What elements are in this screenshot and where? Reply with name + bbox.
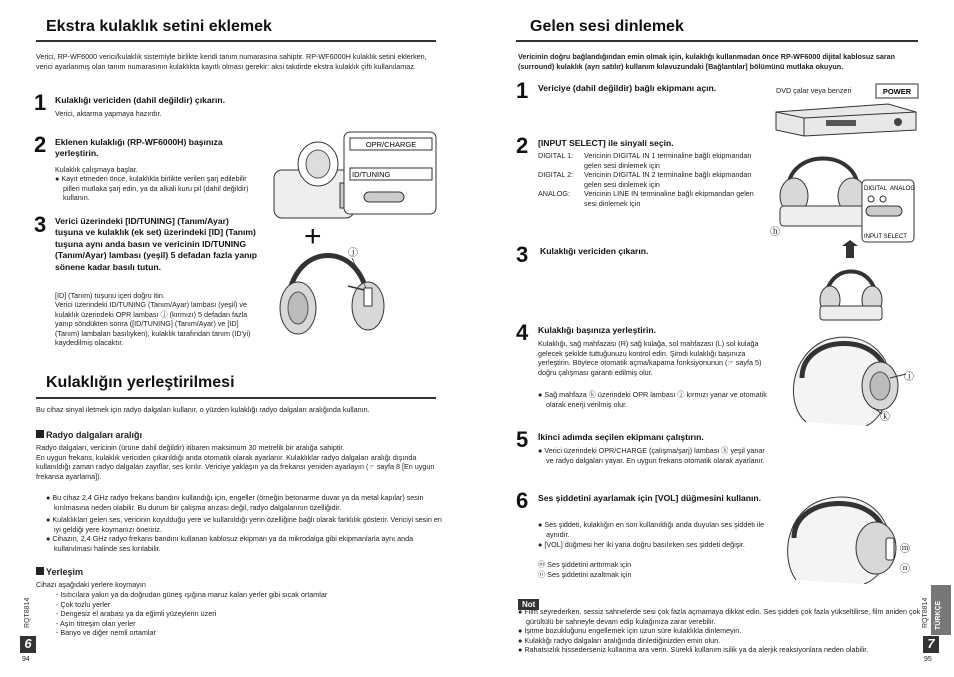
right-page-code: RQT8814	[922, 597, 929, 628]
right-step3-number: 3	[516, 242, 529, 267]
radio-bullet-1: ● Bu cihaz 2,4 GHz radyo frekans bandını kullandığı için, engeller (örneğin betonarme duvar ya da metal kapılar) sesin kırılmasına neden olabilir. Bu durum bir çalışma arızası değil, radyo dalgalarının özelliğidir.	[46, 493, 424, 512]
right-step5-title: İkinci adımda seçilen ekipmanı çalıştırın.	[538, 432, 704, 442]
transmitter-headphone-illustration	[268, 128, 440, 342]
right-step6-title: Ses şiddetini ayarlamak için [VOL] düğmesini kullanın.	[538, 493, 762, 503]
vol-button-icon	[886, 538, 894, 560]
list-item: ● İşitme bozukluğunu engellemek için uzun süre kulaklıkla dinlemeyin.	[518, 626, 742, 636]
remove-headphone-illustration	[812, 240, 892, 322]
svg-text:+: +	[304, 220, 322, 253]
right-step3-title: Kulaklığı vericiden çıkarın.	[540, 246, 649, 256]
right-step4-number: 4	[516, 320, 529, 345]
left-step2-sub1: Kulaklık çalışmaya başlar.	[55, 165, 138, 174]
left-step2-sub2: ● Kayıt etmeden önce, kulaklıkla birlikte verilen şarj edilebilir pilleri mutlaka şarj edin, ya da alkali kuru pil (dahil değildir) kullanın.	[55, 174, 249, 203]
left-title-rule	[36, 40, 436, 42]
volume-down-note: ⓝ Ses şiddetini azaltmak için	[538, 570, 632, 579]
left-step3-title: Verici üzerindeki [ID/TUNING] (Tanım/Ayar) tuşuna ve kulaklık (ek set) üzerindeki [ID] (Tanım) tuşuna aynı anda basın ve vericinin ID/TUNING (Tanım/Ayar) lambası (yeşil) 5 defadan fazla yanıp sönene kadar basılı tutun.	[55, 216, 258, 272]
input-select-switch	[866, 206, 902, 216]
note-list	[518, 607, 922, 655]
radio-bullet-2: ● Kulaklıkları gelen ses, vericinin koyulduğu yere ve kullanıldığı yerin özelliğine bağlı olarak farklılık gösterir. Vericiyi sesin en iyi geldiği yere koymanızı öneririz.	[46, 515, 442, 534]
square-bullet-icon	[36, 430, 44, 438]
input-select-definitions	[538, 151, 760, 209]
list-item: ● Kulaklığı radyo dalgaları aralığında dinlediğinizden emin olun.	[518, 635, 721, 645]
definition-key: ANALOG:	[538, 189, 570, 199]
language-tab-label: TÜRKÇE	[935, 600, 942, 630]
up-arrow-icon	[842, 240, 858, 258]
left-step1-number: 1	[34, 90, 47, 115]
list-item: ● Film seyrederken, sessiz sahnelerde sesi çok fazla açmamaya dikkat edin. Ses şiddeti çok fazla yükseltilirse, film aniden çok gürültülü bir sahneyle devam edip kulağınıza zarar verebilir.	[518, 607, 921, 626]
left-footer-number: 94	[22, 656, 30, 663]
power-button-icon	[894, 118, 902, 126]
right-step5-bullet: ● Verici üzerindeki OPR/CHARGE (çalışma/şarj) lambası ⓗ yeşil yanar ve radyo dalgaları yayar. En uygun frekans otomatik olarak ayarlanır.	[538, 446, 765, 465]
radio-bullet-3: ● Cihazın, 2,4 GHz radyo frekans bandını kullanan kablosuz ekipman ya da mikrodalga gibi ekipmanlarla aynı anda kullanılması halinde ses kırılabilir.	[46, 534, 414, 553]
dvd-label: DVD çalar veya benzeri	[776, 86, 852, 95]
right-step6-number: 6	[516, 488, 529, 513]
left-step3-sub2: Verici üzerindeki ID/TUNING (Tanım/Ayar) lambası (yeşil) ve kulaklık üzerindeki OPR lambası ⓙ (kırmızı) 5 defadan fazla yanıp söndükten sonra ([ID/TUNING] (Tanım/Ayar) ve [ID] (Tanım) lambaları basılıyken), kulaklık tarafından tanım (ID'yi) kaydedilmiş olacaktır.	[55, 300, 251, 348]
placement-paragraph: Cihazı aşağıdaki yerlere koymayın	[36, 580, 146, 589]
placement-heading-text: Yerleşim	[46, 567, 84, 577]
callout-k-marker: ⓚ	[880, 412, 890, 423]
list-item: - Çok tozlu yerler	[56, 599, 111, 609]
right-step5-number: 5	[516, 427, 529, 452]
right-page-number: 7	[923, 636, 939, 653]
left-step2-number: 2	[34, 132, 47, 157]
radio-heading	[36, 430, 142, 440]
left-title: Ekstra kulaklık setini eklemek	[46, 18, 272, 35]
right-step2-number: 2	[516, 133, 529, 158]
left-page-code: RQT8814	[24, 597, 31, 628]
right-step4-title: Kulaklığı başınıza yerleştirin.	[538, 325, 656, 335]
left-step1-title: Kulaklığı vericiden (dahil değildir) çıkarın.	[55, 95, 226, 105]
left-step2-title: Eklenen kulaklığı (RP-WF6000H) başınıza yerleştirin.	[55, 137, 223, 159]
right-step4-paragraph: Kulaklığı, sağ mahfazası (R) sağ kulağa, sol mahfazası (L) sol kulağa gelecek şekilde tuttuğunuzu kontrol edin. Şimdi kulaklığı başınıza yerleştirin. Böylece otomatik açma/kapama fonksiyonunun (☞ sayfa 5) doğru çalışması garanti edilmiş olur.	[538, 339, 762, 377]
right-title: Gelen sesi dinlemek	[530, 18, 684, 35]
definition-row	[538, 151, 760, 170]
right-step4-bullet: ● Sağ mahfaza ⓚ üzerindeki OPR lambası ⓙ kırmızı yanar ve otomatik olarak enerji verilmiş olur.	[538, 390, 767, 409]
list-item: - Aşırı titreşim olan yerler	[56, 618, 136, 628]
right-step1-number: 1	[516, 78, 529, 103]
definition-key: DIGITAL 1:	[538, 151, 574, 160]
left-page-number: 6	[20, 636, 36, 653]
input-select-illustration	[766, 140, 918, 244]
head-headphone-illustration	[766, 326, 918, 426]
list-item: - Banyo ve diğer nemli ortamlar	[56, 628, 156, 638]
right-step6-bullet2: ● [VOL] düğmesi her iki yana doğru basılırken ses şiddeti değişir.	[538, 540, 745, 549]
left-intro2: Bu cihaz sinyal iletmek için radyo dalgaları kullanır, o yüzden kulaklığı radyo dalgaları aralığında kullanın.	[36, 405, 370, 414]
list-item: - Dengesiz el arabası ya da eğimli yüzeylerin üzeri	[56, 609, 217, 619]
digital-label: DIGITAL	[864, 186, 887, 192]
opr-charge-label: OPR/CHARGE	[365, 140, 417, 149]
right-footer-number: 95	[924, 656, 932, 663]
definition-key: DIGITAL 2:	[538, 170, 574, 180]
definition-row	[538, 189, 760, 208]
definition-value: Vericinin DIGITAL IN 1 terminaline bağlı ekipmandan gelen sesi dinlemek için	[584, 151, 752, 170]
left-step3-sub1: [ID] (Tanım) tuşunu içeri doğru itin.	[55, 291, 165, 300]
right-step2-title: [INPUT SELECT] ile sinyali seçin.	[538, 138, 674, 148]
definition-value: Vericinin LINE IN terminaline bağlı ekipmandan gelen sesi dinlemek için	[584, 189, 754, 208]
left-title2-rule	[36, 397, 436, 399]
definition-row	[538, 170, 760, 189]
left-intro: Verici, RP-WF6000 verici/kulaklık sistemiyle birlikte kendi tanım numarasına sahiptir. RP-WF6000H kulaklık setini eklerken, verici ayarlanmış olan tanım numarasının kulaklıkta kayıtlı olması gerekir: aksi takdirde ekstra kulaklık çifti kullanılamaz.	[36, 52, 427, 71]
radio-heading-text: Radyo dalgaları aralığı	[46, 430, 143, 440]
volume-up-note: ⓜ Ses şiddetini arttırmak için	[538, 560, 632, 569]
right-step6-bullet1: ● Ses şiddeti, kulaklığın en son kullanıldığı anda duyulan ses şiddeti ile aynıdır.	[538, 520, 765, 539]
placement-list	[56, 590, 436, 638]
id-tuning-label: ID/TUNING	[352, 170, 391, 179]
volume-illustration	[766, 488, 918, 584]
left-step3-number: 3	[34, 212, 47, 237]
analog-label: ANALOG	[890, 186, 916, 192]
callout-n-marker: ⓝ	[900, 564, 910, 575]
callout-h-marker: ⓗ	[770, 227, 780, 238]
callout-j-marker: ⓙ	[904, 372, 914, 383]
callout-j-marker: ⓙ	[348, 248, 358, 259]
power-label: POWER	[882, 87, 912, 96]
input-select-label: INPUT SELECT	[864, 234, 907, 240]
square-bullet-icon	[36, 567, 44, 575]
placement-heading	[36, 567, 83, 577]
note-badge-label: Not	[518, 599, 539, 610]
right-step1-title: Vericiye (dahil değildir) bağlı ekipmanı açın.	[538, 83, 717, 93]
callout-m-marker: ⓜ	[900, 544, 910, 555]
right-title-rule	[516, 40, 918, 42]
left-step1-sub: Verici, aktarma yapmaya hazırdır.	[55, 109, 162, 118]
left-title2: Kulaklığın yerleştirilmesi	[46, 374, 235, 391]
radio-paragraph: Radyo dalgaları, vericinin (ürüne dahil değildir) itibaren maksimum 30 metrelik bir aralığa sahiptir. En uygun frekans, kulaklık vericiden çıkarıldığı anda otomatik olarak ayarlanır. Kulaklıklar radyo dalgaları aralığı dışında kullanıldığı zaman radyo dalgaları zayıflar, ses kırılır. Vericiye yaklaşın ya da frekansı yeniden ayarlayın (☞ sayfa 8 [En uygun frekansa ayarlama]).	[36, 443, 435, 481]
dvd-player-illustration	[768, 82, 920, 138]
definition-value: Vericinin DIGITAL IN 2 terminaline bağlı ekipmandan gelen sesi dinlemek için	[584, 170, 752, 189]
list-item: ● Rahatsızlık hissederseniz kullanma ara verin. Sürekli kullanım isilik ya da alerjik reaksiyonlara neden olabilir.	[518, 645, 869, 655]
right-intro: Vericinin doğru bağlandığından emin olmak için, kulaklığı kullanmadan önce RP-WF6000 dijital kablosuz saran (surround) kulaklık (ayrı satılır) kullanım kılavuzundaki [Bağlantılar] bölümünü mutlaka okuyun.	[518, 52, 896, 71]
list-item: - Isıtıcılara yakın ya da doğrudan güneş ışığına maruz kalan yerler gibi sıcak ortamlar	[56, 590, 328, 599]
